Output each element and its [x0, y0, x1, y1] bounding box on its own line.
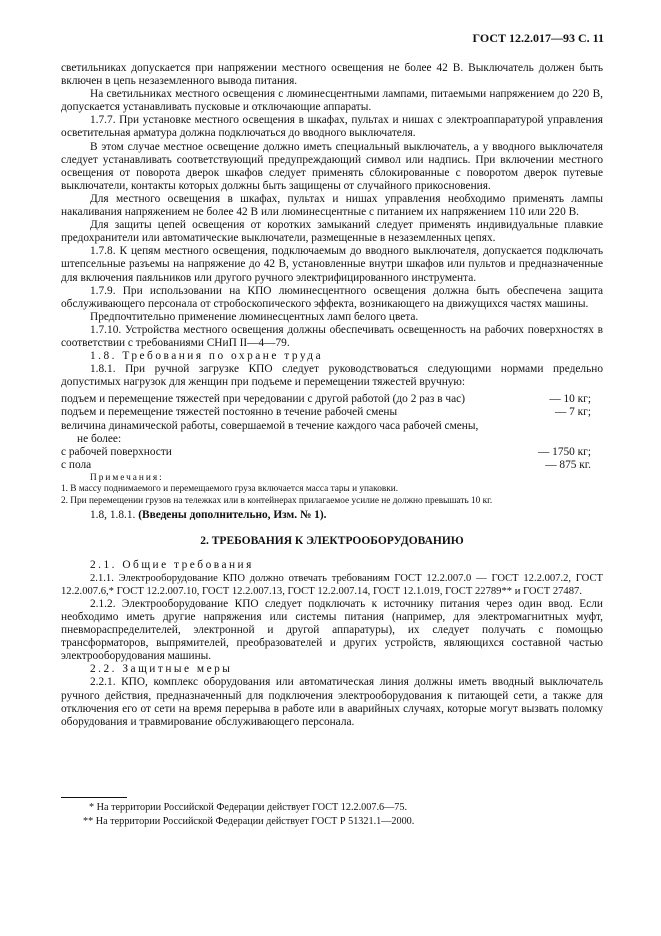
load-label: величина динамической работы, совершаемой в течение каждого часа рабочей смены, [61, 419, 479, 432]
paragraph: 1.7.8. К цепям местного освещения, подключаемым до вводного выключателя, допускается подключать штепсельные разъемы на напряжение до 42 В, установленные внутри шкафов или пультов и предназначенные для включения паяльников или другого ручного электрифицированного инструмента. [61, 245, 603, 284]
notes-block [61, 473, 603, 508]
document-body [61, 62, 603, 729]
load-row [61, 433, 603, 446]
section-title: 2. ТРЕБОВАНИЯ К ЭЛЕКТРООБОРУДОВАНИЮ [200, 534, 464, 547]
paragraph: 1.8.1. При ручной загрузке КПО следует руководствоваться следующими нормами предельно допустимых нагрузок для женщин при подъеме и перемещении тяжестей вручную: [61, 363, 603, 389]
load-row [61, 393, 603, 406]
subsection-heading: 2.1. Общие требования [90, 558, 254, 571]
load-row [61, 446, 603, 459]
load-label: не более: [77, 432, 122, 445]
load-label: подъем и перемещение тяжестей постоянно в течение рабочей смены [61, 406, 398, 419]
paragraph: Для защиты цепей освещения от коротких замыканий следует применять индивидуальные плавкие предохранители или автоматические выключатели, размещенные в незаземленных цепях. [61, 219, 603, 245]
amendment-prefix: 1.8, 1.8.1. [90, 509, 136, 522]
load-row [61, 420, 603, 433]
amendment-note [61, 509, 603, 522]
note-item: 1. В массу поднимаемого и перемещаемого груза включается масса тары и упаковки. [61, 484, 399, 495]
load-label: подъем и перемещение тяжестей при чередовании с другой работой (до 2 раз в час) [61, 393, 465, 406]
load-row [61, 406, 603, 419]
load-value: — 1750 кг; [537, 445, 591, 458]
load-value: — 10 кг; [549, 393, 591, 406]
paragraph: Для местного освещения в шкафах, пультах и нишах управления необходимо применять лампы накаливания напряжением не более 42 В или люминесцентные с питанием их напряжением 110 или 220 В. [61, 192, 603, 219]
footnote: ** На территории Российской Федерации действует ГОСТ Р 51321.1—2000. [83, 816, 415, 827]
paragraph: 1.7.9. При использовании на КПО люминесцентного освещения должна быть обеспечена защита обслуживающего персонала от стробоскопического эффекта, возникающего на движущихся частях машины. [61, 284, 603, 310]
amendment-text: (Введены дополнительно, Изм. № 1). [138, 509, 327, 522]
footnote: * На территории Российской Федерации действует ГОСТ 12.2.007.6—75. [89, 802, 408, 813]
load-value: — 7 кг; [554, 406, 591, 419]
footnote-separator [61, 797, 127, 798]
paragraph: 1.7.10. Устройства местного освещения должны обеспечивать освещенность на рабочих поверхностях в соответствии с требованиями СНиП II—4—79. [61, 323, 603, 349]
paragraph: 2.1.1. Электрооборудование КПО должно отвечать требованиям ГОСТ 12.2.007.0 — ГОСТ 12.2.007.2, ГОСТ 12.2.007.6,* ГОСТ 12.2.007.10, ГОСТ 12.2.007.13, ГОСТ 12.2.007.14, ГОСТ 12.1.019, ГОСТ 22789** и ГОСТ 27487. [61, 572, 603, 597]
subsection-heading: 2.2. Защитные меры [90, 663, 233, 676]
note-item: 2. При перемещении грузов на тележках или в контейнерах прилагаемое усилие не должно превышать 10 кг. [61, 495, 493, 506]
footnotes [61, 801, 603, 829]
paragraph: 2.1.2. Электрооборудование КПО следует подключать к источнику питания через один ввод. Если необходимо иметь другие напряжения или системы питания (например, для электромагнитных муфт, пневмораспределителей, электронной и другой аппаратуры), их следует получать с помощью трансформаторов, выпрямителей, преобразователей и других устройств, являющихся составной частью электрооборудования машины. [61, 597, 603, 663]
load-norms-list [61, 393, 603, 472]
paragraph: 1.7.7. При установке местного освещения в шкафах, пультах и нишах с электроаппаратурой управления осветительная арматура должна подключаться до вводного выключателя. [61, 114, 603, 140]
paragraph: светильниках допускается при напряжении местного освещения не более 42 В. Выключатель должен быть включен в цепь незаземленного вывода питания. [61, 62, 603, 88]
load-value: — 875 кг. [545, 458, 591, 471]
paragraph: 2.2.1. КПО, комплекс оборудования или автоматическая линия должны иметь вводный выключатель ручного действия, предназначенный для подключения электрооборудования к питающей сети, а также для отключения его от сети на время перерыва в работе или в аварийных случаях, которые могут вызвать поломку оборудования и травмирование обслуживающего персонала. [61, 676, 603, 728]
subsection-heading: 1.8. Требования по охране труда [90, 350, 324, 363]
load-label: с рабочей поверхности [61, 445, 172, 458]
load-label: с пола [61, 458, 92, 471]
paragraph: На светильниках местного освещения с люминесцентными лампами, питаемыми напряжением до 220 В, допускается устанавливать пусковые и отключающие аппараты. [61, 88, 603, 114]
load-row [61, 459, 603, 472]
paragraph: Предпочтительно применение люминесцентных ламп белого цвета. [90, 310, 419, 323]
page-header: ГОСТ 12.2.017—93 С. 11 [472, 31, 604, 45]
notes-title: Примечания: [90, 472, 164, 483]
paragraph: В этом случае местное освещение должно иметь специальный выключатель, а у вводного выключателя следует устанавливать соответствующий предупреждающий символ или надпись. При включении местного освещения от поворота дверок шкафов следует применять сблокированные с поворотом дверок путевые выключатели, контакты которых должны быть защищены от случайного прикосновения. [61, 140, 603, 192]
